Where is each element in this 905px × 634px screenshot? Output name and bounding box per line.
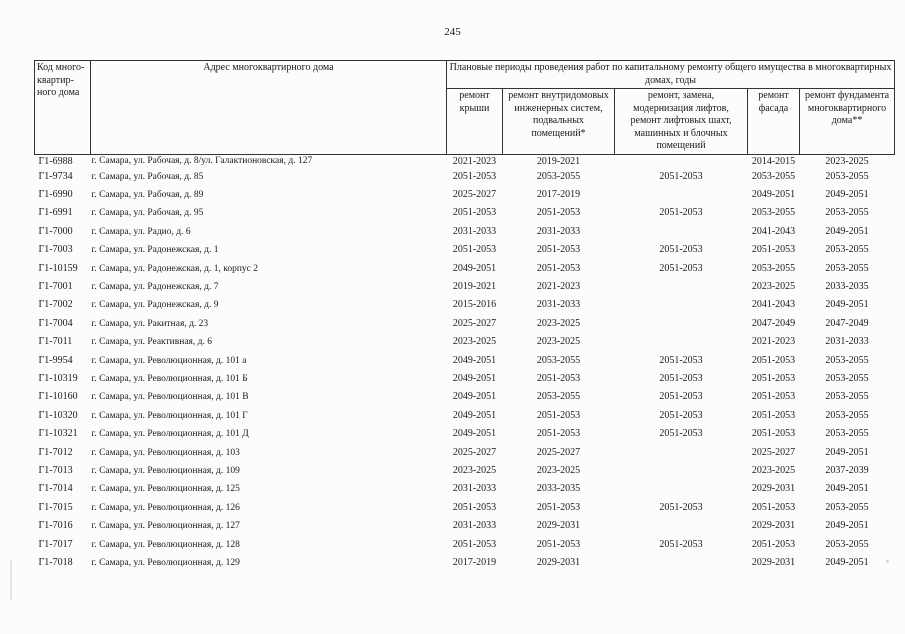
row-roof-period: 2017-2019 — [452, 557, 497, 569]
row-foundation-period: 2049-2051 — [825, 446, 869, 458]
row-code: Г1-7017 — [38, 538, 73, 550]
scan-speck — [10, 560, 12, 600]
row-systems-period: 2029-2031 — [536, 557, 581, 569]
row-systems-period: 2031-2033 — [536, 225, 581, 237]
row-lifts-period: 2051-2053 — [659, 354, 703, 366]
row-foundation-period: 2023-2025 — [825, 155, 869, 167]
table-row — [35, 296, 895, 314]
row-facade-period: 2053-2055 — [751, 170, 796, 182]
table-row — [35, 480, 895, 498]
row-facade-period: 2051-2053 — [751, 428, 796, 440]
row-lifts-period — [615, 462, 748, 480]
row-code: Г1-7011 — [38, 336, 73, 348]
scan-speck — [886, 560, 889, 563]
row-roof-period: 2051-2053 — [452, 207, 497, 219]
row-code: Г1-10159 — [38, 262, 78, 274]
row-roof-period: 2025-2027 — [452, 188, 497, 200]
row-lifts-period: 2051-2053 — [659, 501, 703, 513]
row-foundation-period: 2037-2039 — [825, 465, 869, 476]
row-address: г. Самара, ул. Революционная, д. 103 — [91, 447, 240, 458]
row-address: г. Самара, ул. Рабочая, д. 95 — [91, 208, 204, 219]
row-foundation-period: 2053-2055 — [825, 262, 869, 274]
table-row — [35, 352, 895, 370]
row-address: г. Самара, ул. Радонежская, д. 1 — [91, 245, 219, 256]
row-address: г. Самара, ул. Революционная, д. 125 — [91, 484, 240, 495]
table-body — [35, 154, 895, 572]
row-lifts-period — [615, 315, 748, 333]
row-lifts-period — [615, 223, 748, 241]
row-code: Г1-6990 — [38, 188, 73, 200]
row-facade-period: 2047-2049 — [751, 317, 796, 329]
row-code: Г1-7001 — [38, 280, 73, 292]
row-systems-period: 2031-2033 — [536, 299, 581, 311]
row-address: г. Самара, ул. Революционная, д. 101 Д — [91, 429, 249, 440]
header-address: Адрес многоквартирного дома — [91, 61, 447, 155]
row-foundation-period: 2049-2051 — [825, 299, 869, 311]
row-foundation-period: 2047-2049 — [825, 317, 869, 329]
row-facade-period: 2051-2053 — [751, 372, 796, 384]
row-roof-period: 2021-2023 — [452, 155, 497, 167]
row-lifts-period — [615, 444, 748, 462]
row-code: Г1-9734 — [38, 170, 73, 182]
row-address: г. Самара, ул. Реактивная, д. 6 — [91, 337, 213, 348]
table-row — [35, 388, 895, 406]
row-roof-period: 2031-2033 — [452, 520, 497, 532]
row-facade-period: 2051-2053 — [751, 409, 796, 421]
table-row — [35, 186, 895, 204]
row-systems-period: 2051-2053 — [536, 538, 581, 550]
row-code: Г1-7003 — [38, 244, 73, 256]
row-systems-period: 2051-2053 — [536, 262, 581, 274]
row-address: г. Самара, ул. Революционная, д. 109 — [91, 466, 240, 476]
table-row — [35, 315, 895, 333]
row-roof-period: 2051-2053 — [452, 501, 497, 513]
row-facade-period: 2051-2053 — [751, 354, 796, 366]
row-foundation-period: 2049-2051 — [825, 557, 869, 569]
row-roof-period: 2025-2027 — [452, 446, 497, 458]
row-address: г. Самара, ул. Рабочая, д. 8/ул. Галактионовская, д. 127 — [91, 155, 313, 166]
row-systems-period: 2019-2021 — [536, 155, 581, 167]
row-foundation-period: 2053-2055 — [825, 501, 869, 513]
page-number: 245 — [444, 26, 461, 38]
row-code: Г1-7016 — [38, 520, 73, 532]
row-systems-period: 2033-2035 — [536, 483, 581, 495]
row-foundation-period: 2049-2051 — [825, 520, 869, 532]
row-systems-period: 2053-2055 — [536, 391, 581, 403]
row-lifts-period: 2051-2053 — [659, 391, 703, 403]
row-roof-period: 2049-2051 — [452, 372, 497, 384]
row-lifts-period: 2051-2053 — [659, 372, 703, 384]
table-row — [35, 168, 895, 186]
row-roof-period: 2023-2025 — [452, 336, 497, 348]
table-row — [35, 260, 895, 278]
row-lifts-period: 2051-2053 — [659, 244, 703, 256]
row-code: Г1-6991 — [38, 207, 73, 219]
row-lifts-period — [615, 278, 748, 296]
row-code: Г1-7002 — [38, 299, 73, 311]
row-facade-period: 2041-2043 — [751, 299, 796, 311]
row-code: Г1-10321 — [38, 428, 78, 440]
row-facade-period: 2023-2025 — [751, 465, 796, 476]
row-address: г. Самара, ул. Рабочая, д. 85 — [91, 171, 204, 182]
row-address: г. Самара, ул. Радонежская, д. 7 — [91, 281, 219, 292]
row-facade-period: 2029-2031 — [751, 483, 796, 495]
header-code: Код много-квартир-ного дома — [35, 61, 91, 155]
row-address: г. Самара, ул. Радонежская, д. 9 — [91, 300, 219, 311]
row-facade-period: 2029-2031 — [751, 557, 796, 569]
table-row — [35, 425, 895, 443]
row-code: Г1-9954 — [38, 354, 73, 366]
row-roof-period: 2049-2051 — [452, 354, 497, 366]
table-row — [35, 278, 895, 296]
row-foundation-period: 2053-2055 — [825, 428, 869, 440]
header-lifts: ремонт, замена, модернизация лифтов, ремонт лифтовых шахт, машинных и блочных помещений — [615, 89, 748, 155]
row-lifts-period: 2051-2053 — [659, 428, 703, 440]
row-systems-period: 2021-2023 — [536, 280, 581, 292]
table-row — [35, 241, 895, 259]
row-address: г. Самара, ул. Революционная, д. 129 — [91, 558, 240, 569]
row-roof-period: 2049-2051 — [452, 409, 497, 421]
row-code: Г1-7000 — [38, 225, 73, 237]
row-address: г. Самара, ул. Рабочая, д. 89 — [91, 189, 204, 200]
row-lifts-period: 2051-2053 — [659, 170, 703, 182]
row-foundation-period: 2033-2035 — [825, 280, 869, 292]
row-facade-period: 2053-2055 — [751, 207, 796, 219]
table-row — [35, 370, 895, 388]
row-code: Г1-7004 — [38, 317, 73, 329]
row-foundation-period: 2053-2055 — [825, 354, 869, 366]
row-systems-period: 2051-2053 — [536, 207, 581, 219]
row-systems-period: 2051-2053 — [536, 244, 581, 256]
row-foundation-period: 2031-2033 — [825, 336, 869, 348]
row-code: Г1-7012 — [38, 446, 73, 458]
table-row — [35, 204, 895, 222]
row-lifts-period — [615, 154, 748, 168]
row-facade-period: 2051-2053 — [751, 244, 796, 256]
row-address: г. Самара, ул. Революционная, д. 101 а — [91, 355, 247, 366]
row-lifts-period — [615, 186, 748, 204]
row-address: г. Самара, ул. Радио, д. 6 — [91, 226, 191, 237]
table-row — [35, 223, 895, 241]
row-facade-period: 2029-2031 — [751, 520, 796, 532]
row-roof-period: 2031-2033 — [452, 225, 497, 237]
row-foundation-period: 2049-2051 — [825, 188, 869, 200]
row-code: Г1-6988 — [38, 155, 73, 167]
row-code: Г1-10319 — [38, 372, 78, 384]
row-systems-period: 2051-2053 — [536, 372, 581, 384]
table-row — [35, 154, 895, 168]
table-row — [35, 407, 895, 425]
row-systems-period: 2053-2055 — [536, 354, 581, 366]
header-foundation: ремонт фундамента многоквартирного дома** — [800, 89, 895, 155]
row-code: Г1-7018 — [38, 557, 73, 569]
row-roof-period: 2051-2053 — [452, 170, 497, 182]
row-systems-period: 2025-2027 — [536, 446, 581, 458]
row-roof-period: 2015-2016 — [452, 299, 497, 311]
row-facade-period: 2041-2043 — [751, 225, 796, 237]
row-facade-period: 2051-2053 — [751, 501, 796, 513]
table-row — [35, 333, 895, 351]
table-row — [35, 462, 895, 480]
row-facade-period: 2014-2015 — [751, 155, 796, 167]
row-lifts-period — [615, 333, 748, 351]
table-row — [35, 499, 895, 517]
table-row — [35, 554, 895, 572]
row-systems-period: 2017-2019 — [536, 188, 581, 200]
row-lifts-period — [615, 296, 748, 314]
header-systems: ремонт внутридомовых инженерных систем, подвальных помещений* — [503, 89, 615, 155]
row-foundation-period: 2053-2055 — [825, 372, 869, 384]
row-roof-period: 2049-2051 — [452, 391, 497, 403]
row-facade-period: 2025-2027 — [751, 446, 796, 458]
row-systems-period: 2051-2053 — [536, 409, 581, 421]
row-foundation-period: 2053-2055 — [825, 538, 869, 550]
row-foundation-period: 2053-2055 — [825, 244, 869, 256]
row-foundation-period: 2053-2055 — [825, 207, 869, 219]
row-facade-period: 2051-2053 — [751, 538, 796, 550]
row-lifts-period: 2051-2053 — [659, 409, 703, 421]
row-address: г. Самара, ул. Революционная, д. 101 Г — [91, 410, 248, 421]
row-roof-period: 2019-2021 — [452, 280, 497, 292]
row-roof-period: 2049-2051 — [452, 428, 497, 440]
row-address: г. Самара, ул. Ракитная, д. 23 — [91, 318, 209, 329]
row-facade-period: 2051-2053 — [751, 391, 796, 403]
row-foundation-period: 2053-2055 — [825, 170, 869, 182]
row-lifts-period: 2051-2053 — [659, 207, 703, 219]
row-code: Г1-7015 — [38, 501, 73, 513]
row-lifts-period — [615, 480, 748, 498]
row-address: г. Самара, ул. Революционная, д. 126 — [91, 502, 240, 513]
row-facade-period: 2053-2055 — [751, 262, 796, 274]
row-roof-period: 2025-2027 — [452, 317, 497, 329]
row-address: г. Самара, ул. Революционная, д. 101 Б — [91, 373, 248, 384]
row-lifts-period: 2051-2053 — [659, 262, 703, 274]
row-code: Г1-7013 — [38, 465, 73, 476]
header-roof: ремонт крыши — [447, 89, 503, 155]
row-address: г. Самара, ул. Революционная, д. 127 — [91, 521, 240, 532]
row-code: Г1-10160 — [38, 391, 78, 403]
row-roof-period: 2051-2053 — [452, 538, 497, 550]
row-systems-period: 2053-2055 — [536, 170, 581, 182]
row-roof-period: 2023-2025 — [452, 465, 497, 476]
row-address: г. Самара, ул. Революционная, д. 101 В — [91, 392, 249, 403]
row-systems-period: 2051-2053 — [536, 428, 581, 440]
header-periods: Плановые периоды проведения работ по капитальному ремонту общего имущества в многоквартирных домах, годы — [447, 61, 895, 89]
row-code: Г1-7014 — [38, 483, 73, 495]
row-foundation-period: 2049-2051 — [825, 225, 869, 237]
row-facade-period: 2021-2023 — [751, 336, 796, 348]
table-row — [35, 444, 895, 462]
table-row — [35, 517, 895, 535]
row-facade-period: 2049-2051 — [751, 188, 796, 200]
table-row — [35, 536, 895, 554]
row-roof-period: 2049-2051 — [452, 262, 497, 274]
table-header — [35, 61, 895, 155]
capital-repair-table — [34, 60, 895, 572]
row-facade-period: 2023-2025 — [751, 280, 796, 292]
row-foundation-period: 2053-2055 — [825, 391, 869, 403]
row-systems-period: 2051-2053 — [536, 501, 581, 513]
row-lifts-period — [615, 517, 748, 535]
row-foundation-period: 2049-2051 — [825, 483, 869, 495]
row-lifts-period — [615, 554, 748, 572]
row-roof-period: 2051-2053 — [452, 244, 497, 256]
row-systems-period: 2023-2025 — [536, 465, 581, 476]
row-code: Г1-10320 — [38, 409, 78, 421]
row-systems-period: 2023-2025 — [536, 317, 581, 329]
row-lifts-period: 2051-2053 — [659, 538, 703, 550]
row-address: г. Самара, ул. Революционная, д. 128 — [91, 539, 240, 550]
row-foundation-period: 2053-2055 — [825, 409, 869, 421]
row-roof-period: 2031-2033 — [452, 483, 497, 495]
row-systems-period: 2023-2025 — [536, 336, 581, 348]
row-address: г. Самара, ул. Радонежская, д. 1, корпус 2 — [91, 263, 259, 274]
row-systems-period: 2029-2031 — [536, 520, 581, 532]
header-facade: ремонт фасада — [748, 89, 800, 155]
